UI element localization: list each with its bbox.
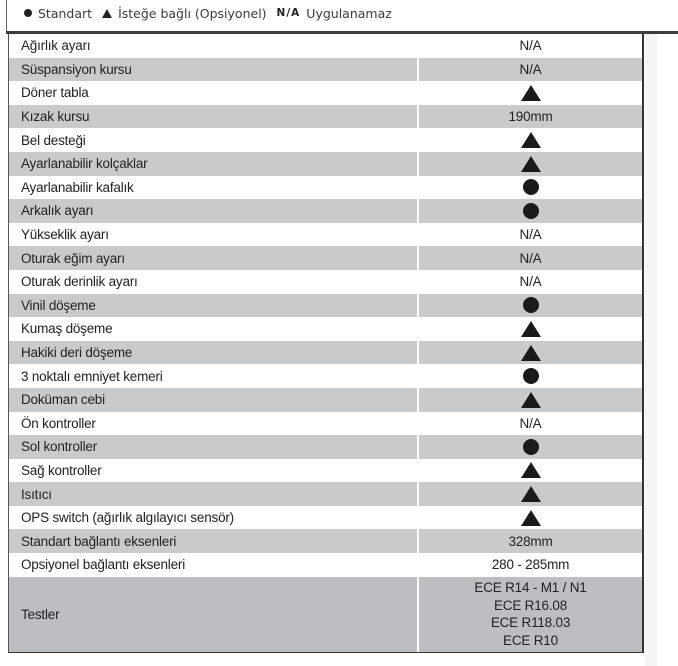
row-label: Arkalık ayarı [9, 199, 419, 223]
table-row [9, 553, 642, 577]
background-edge [645, 34, 657, 666]
row-value: N/A [519, 227, 542, 243]
optional-triangle-icon [521, 510, 541, 526]
optional-triangle-icon [521, 486, 541, 502]
row-value: N/A [519, 274, 542, 290]
row-label: Kızak kursu [9, 105, 419, 129]
optional-triangle-icon [521, 462, 541, 478]
row-value [419, 506, 642, 530]
row-label: Oturak eğim ayarı [9, 246, 419, 270]
table-row [9, 364, 642, 388]
standard-circle-icon [523, 179, 539, 195]
triangle-icon [102, 9, 112, 18]
table-row [9, 294, 642, 318]
row-label: Hakiki deri döşeme [9, 341, 419, 365]
row-value: N/A [419, 58, 642, 82]
row-label: Kumaş döşeme [9, 317, 419, 341]
table-row [9, 105, 642, 129]
standard-circle-icon [523, 297, 539, 313]
row-label: Oturak derinlik ayarı [9, 270, 419, 294]
optional-triangle-icon [521, 132, 541, 148]
row-value [419, 199, 642, 223]
optional-triangle-icon [521, 85, 541, 101]
row-label: Ayarlanabilir kafalık [9, 176, 419, 200]
row-value: 328mm [419, 529, 642, 553]
left-rule [6, 0, 7, 34]
row-label: Yükseklik ayarı [9, 223, 419, 247]
row-label: Sağ kontroller [9, 459, 419, 483]
row-label: Sol kontroller [9, 435, 419, 459]
legend-label: Uygulanamaz [306, 5, 392, 21]
row-label: Ayarlanabilir kolçaklar [9, 152, 419, 176]
test-list [474, 579, 586, 649]
standard-circle-icon [523, 439, 539, 455]
row-value [419, 482, 642, 506]
standard-circle-icon [523, 368, 539, 384]
table-row [9, 459, 642, 483]
legend-item-standard [24, 6, 92, 21]
table-row [9, 176, 642, 200]
table-row [9, 317, 642, 341]
optional-triangle-icon [521, 345, 541, 361]
table-row [9, 577, 642, 652]
table-row [9, 246, 642, 270]
table-row [9, 529, 642, 553]
row-value: N/A [519, 38, 542, 54]
table-row [9, 223, 642, 247]
legend-label: Standart [38, 5, 93, 21]
optional-triangle-icon [521, 156, 541, 172]
na-code: N/A [276, 7, 301, 19]
row-value [419, 341, 642, 365]
optional-triangle-icon [521, 392, 541, 408]
row-value [419, 152, 642, 176]
legend [24, 4, 402, 22]
row-label: OPS switch (ağırlık algılayıcı sensör) [9, 506, 419, 530]
row-value [419, 388, 642, 412]
row-label: Döner tabla [9, 81, 419, 105]
row-value: 190mm [419, 105, 642, 129]
row-value [419, 364, 642, 388]
table-row [9, 152, 642, 176]
row-value [419, 128, 642, 152]
table-row [9, 270, 642, 294]
row-label: Opsiyonel bağlantı eksenleri [9, 553, 419, 577]
row-label: 3 noktalı emniyet kemeri [9, 364, 419, 388]
row-label: Isıtıcı [9, 482, 419, 506]
row-value [419, 317, 642, 341]
row-label: Testler [9, 577, 419, 652]
row-label: Vinil döşeme [9, 294, 419, 318]
circle-icon [24, 9, 32, 17]
row-value [419, 459, 642, 483]
row-label: Standart bağlantı eksenleri [9, 529, 419, 553]
table-row [9, 81, 642, 105]
row-label: Ağırlık ayarı [9, 34, 419, 58]
table-row [9, 58, 642, 82]
table-row [9, 128, 642, 152]
table-row [9, 388, 642, 412]
test-item: ECE R10 [503, 632, 558, 648]
row-value: N/A [419, 246, 642, 270]
spec-table [8, 34, 644, 653]
legend-item-not-applicable [277, 6, 392, 21]
legend-label: İsteğe bağlı (Opsiyonel) [118, 5, 267, 21]
test-item: ECE R118.03 [490, 615, 571, 631]
table-row [9, 482, 642, 506]
row-value: N/A [519, 415, 542, 431]
table-row [9, 199, 642, 223]
table-row [9, 34, 642, 58]
table-row [9, 412, 642, 436]
table-row [9, 341, 642, 365]
row-value: 280 - 285mm [491, 557, 570, 573]
row-label: Doküman cebi [9, 388, 419, 412]
row-label: Ön kontroller [9, 412, 419, 436]
row-value [419, 294, 642, 318]
standard-circle-icon [523, 203, 539, 219]
test-item: ECE R14 - M1 / N1 [474, 580, 587, 596]
test-item: ECE R16.08 [493, 597, 568, 613]
row-value [419, 435, 642, 459]
row-value [419, 577, 642, 652]
optional-triangle-icon [521, 321, 541, 337]
row-value [419, 176, 642, 200]
row-value [419, 81, 642, 105]
table-row [9, 506, 642, 530]
table-row [9, 435, 642, 459]
row-label: Bel desteği [9, 128, 419, 152]
legend-item-optional [102, 6, 266, 21]
row-label: Süspansiyon kursu [9, 58, 419, 82]
